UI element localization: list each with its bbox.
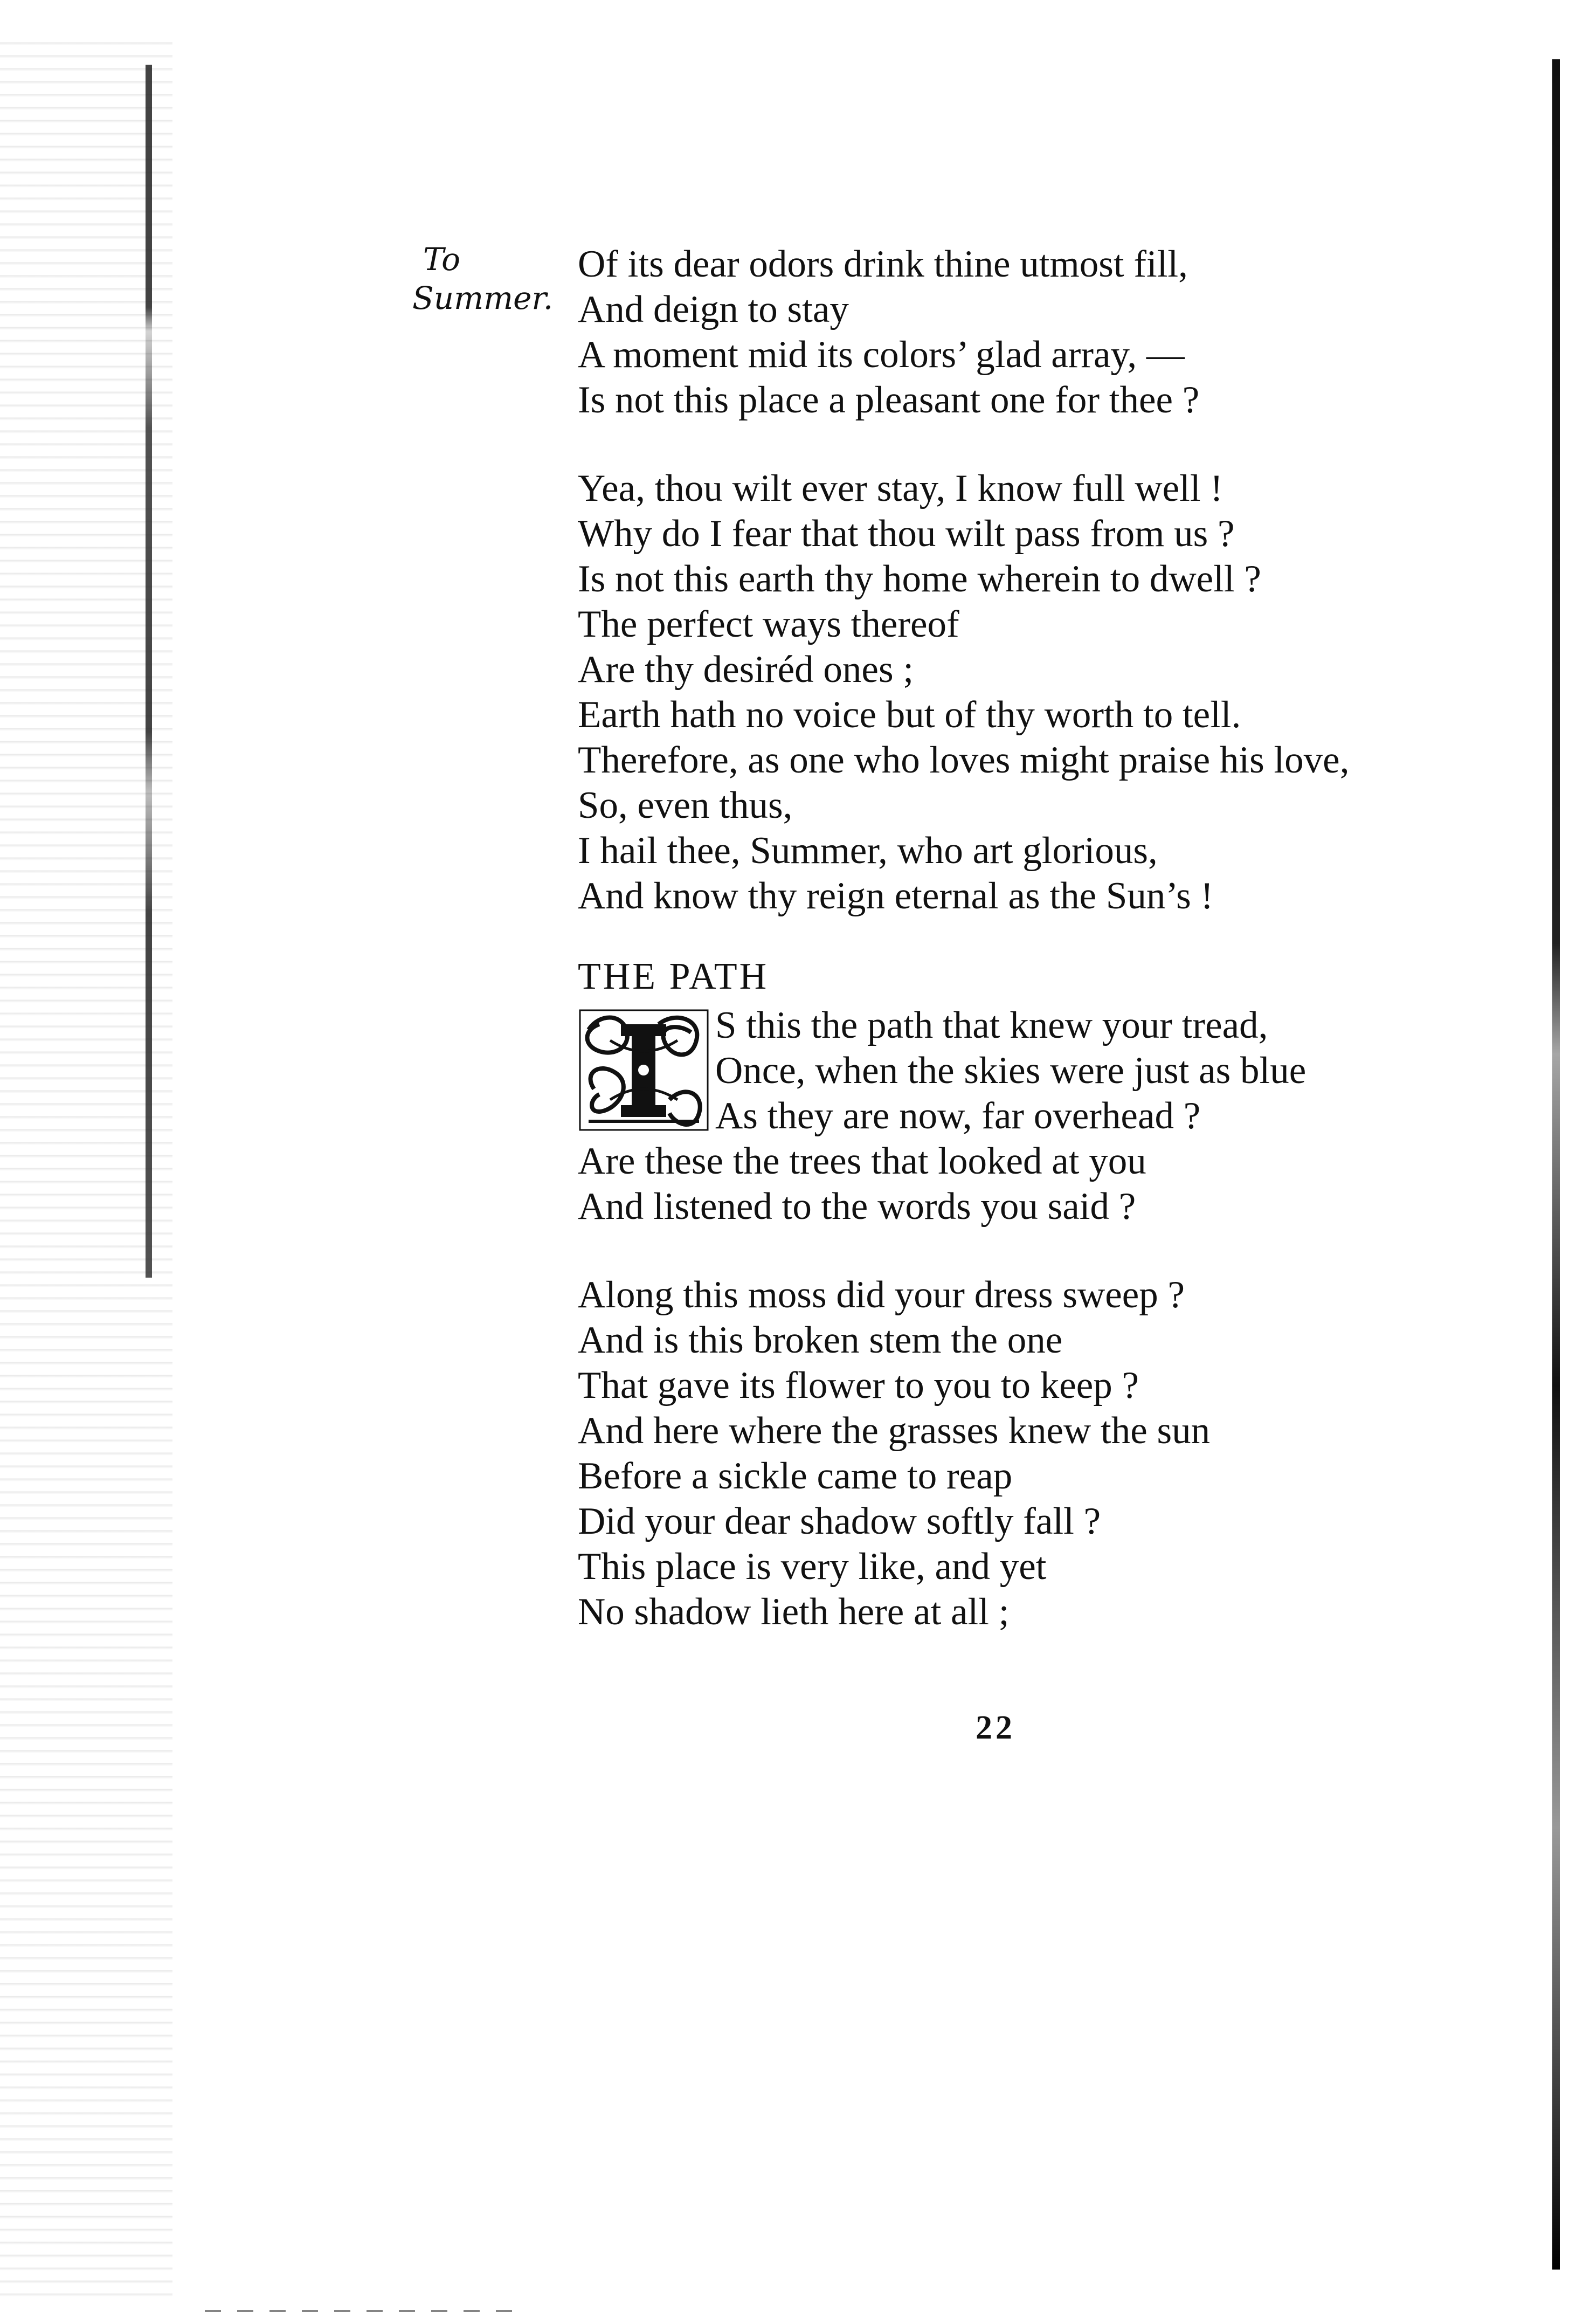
verse-line: Earth hath no voice but of thy worth to tell. [578,694,1241,736]
verse-line: No shadow lieth here at all ; [578,1591,1010,1633]
verse-line: And listened to the words you said ? [578,1185,1136,1227]
verse-line: Is not this earth thy home wherein to dwell ? [578,558,1261,600]
poem-title: THE PATH [578,956,769,997]
verse-line: A moment mid its colors’ glad array, — [578,334,1185,376]
verse-line: Of its dear odors drink thine utmost fill, [578,243,1188,285]
poem-text [578,242,1537,1635]
stanza-to-summer-final [578,466,1537,919]
verse-line: Why do I fear that thou wilt pass from us ? [578,513,1235,555]
margin-note-line-2: Summer. [412,280,554,316]
stanza-to-summer-end [578,242,1537,423]
verse-line: This place is very like, and yet [578,1546,1047,1588]
margin-note-line-1: To [423,241,461,278]
verse-line: Are thy desiréd ones ; [578,649,914,691]
verse-line: I hail thee, Summer, who art glorious, [578,830,1158,872]
ornamental-drop-cap [578,1008,710,1132]
verse-line: The perfect ways thereof [578,603,959,645]
ornate-initial-icon [578,1008,710,1132]
verse-line: Did your dear shadow softly fall ? [578,1500,1101,1542]
margin-note [412,240,553,318]
verse-line: And deign to stay [578,288,849,330]
stanza-gap [578,919,1537,951]
page-number: 22 [976,1709,1015,1746]
stanza-gap [578,1229,1537,1272]
verse-line: S this the path that knew your tread, [715,1004,1268,1046]
verse-line: Yea, thou wilt ever stay, I know full well ! [578,467,1223,509]
stanza-gap [578,423,1537,466]
verse-line: So, even thus, [578,784,793,826]
verse-line: Before a sickle came to reap [578,1455,1013,1497]
verse-line: Is not this place a pleasant one for thee ? [578,379,1200,421]
verse-line: And know thy reign eternal as the Sun’s ! [578,875,1214,917]
verse-line: Are these the trees that looked at you [578,1140,1146,1182]
second-stanza-the-path [578,1272,1537,1635]
verse-line: Once, when the skies were just as blue [715,1050,1307,1092]
scan-edge-right [1552,59,1560,2270]
verse-line: That gave its flower to you to keep ? [578,1364,1139,1406]
verse-line: And here where the grasses knew the sun [578,1410,1211,1452]
verse-line: As they are now, far overhead ? [715,1095,1201,1137]
scan-edge-bottom [205,2310,528,2312]
verse-line: Therefore, as one who loves might praise his love, [578,739,1350,781]
verse-line: And is this broken stem the one [578,1319,1063,1361]
first-stanza-the-path [578,1003,1537,1229]
verse-line: Along this moss did your dress sweep ? [578,1274,1185,1316]
binding-shadow-left [146,65,152,1278]
